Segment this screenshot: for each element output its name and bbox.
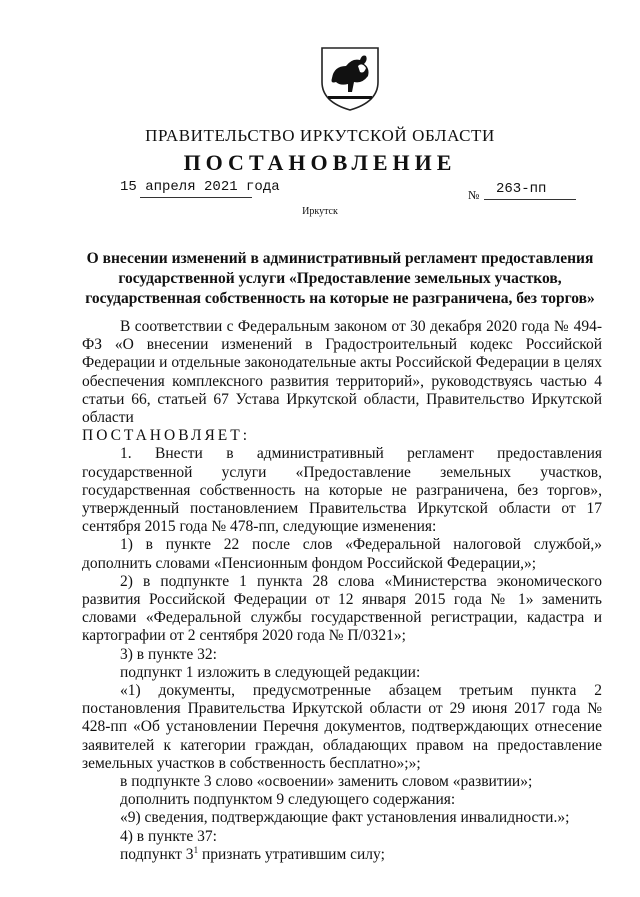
resolves-heading: ПОСТАНОВЛЯЕТ: — [82, 427, 251, 445]
number-sign: № — [468, 188, 480, 202]
change-3-subparagraph-2: в подпункте 3 слово «освоении» заменить словом «развитии»; — [120, 773, 533, 791]
change-3-paragraph: 3) в пункте 32: — [120, 645, 217, 663]
change-3-quote: «1) документы, предусмотренные абзацем третьим пункта 2 постановления Правительства Иркутской области от 29 июня 2017 года № 428-пп «Об установлении Перечня документов, подтверждающих отнесение заявителей к категории граждан, обладающих правом на предоставление земельных участков в собственность бесплатно»;»; — [82, 682, 602, 772]
document-type: ПОСТАНОВЛЕНИЕ — [183, 150, 457, 175]
superscript-index: 1 — [193, 844, 199, 855]
city-name: Иркутск — [302, 206, 338, 217]
change-4-sub-text-a: подпункт 3 — [120, 845, 194, 863]
number-underline — [484, 199, 576, 200]
change-3-subparagraph-1: подпункт 1 изложить в следующей редакции: — [120, 663, 421, 681]
coat-of-arms-icon — [318, 42, 382, 112]
item-1-paragraph: 1. Внести в административный регламент предоставления государственной услуги «Предоставление земельных участков, государственная собственность на которые не разграничена, без торгов», утвержденный постановлением Правительства Иркутской области от 17 сентября 2015 года № 478-пп, следующие изменения: — [82, 445, 602, 536]
preamble-paragraph: В соответствии с Федеральным законом от 30 декабря 2020 года № 494-ФЗ «О внесении изменений в Градостроительный кодекс Российской Федерации и отдельные законодательные акты Российской Федерации в целях обеспечения комплексного развития территорий», руководствуясь частью 4 статьи 66, статьей 67 Устава Иркутской области, Правительство Иркутской области — [82, 318, 602, 427]
document-title: О внесении изменений в административный регламент предоставления государственной услуги «Предоставление земельных участков, государственная собственность на которые не разграничена, без торгов» — [85, 250, 595, 307]
change-3-subparagraph-3: дополнить подпунктом 9 следующего содержания: — [120, 791, 456, 809]
document-date: 15 апреля 2021 года — [120, 179, 280, 195]
change-1-paragraph: 1) в пункте 22 после слов «Федеральной налоговой службой,» дополнить словами «Пенсионным фондом Российской Федерации,»; — [82, 536, 602, 572]
document-body — [82, 318, 602, 864]
date-underline — [140, 197, 252, 198]
change-2-paragraph: 2) в подпункте 1 пункта 28 слова «Министерства экономического развития Российской Федерации от 12 января 2015 года № 1» заменить словами «Федеральной службы государственной регистрации, кадастра и картографии от 2 сентября 2020 года № П/0321»; — [82, 572, 602, 645]
change-4-subparagraph-1 — [82, 846, 602, 864]
government-name: ПРАВИТЕЛЬСТВО ИРКУТСКОЙ ОБЛАСТИ — [145, 126, 495, 145]
change-3-subparagraph-3-quote: «9) сведения, подтверждающие факт установления инвалидности.»; — [120, 809, 570, 827]
document-number: 263-пп — [496, 181, 547, 197]
change-4-paragraph: 4) в пункте 37: — [120, 827, 217, 845]
change-4-sub-text-b: признать утратившим силу; — [198, 845, 385, 863]
